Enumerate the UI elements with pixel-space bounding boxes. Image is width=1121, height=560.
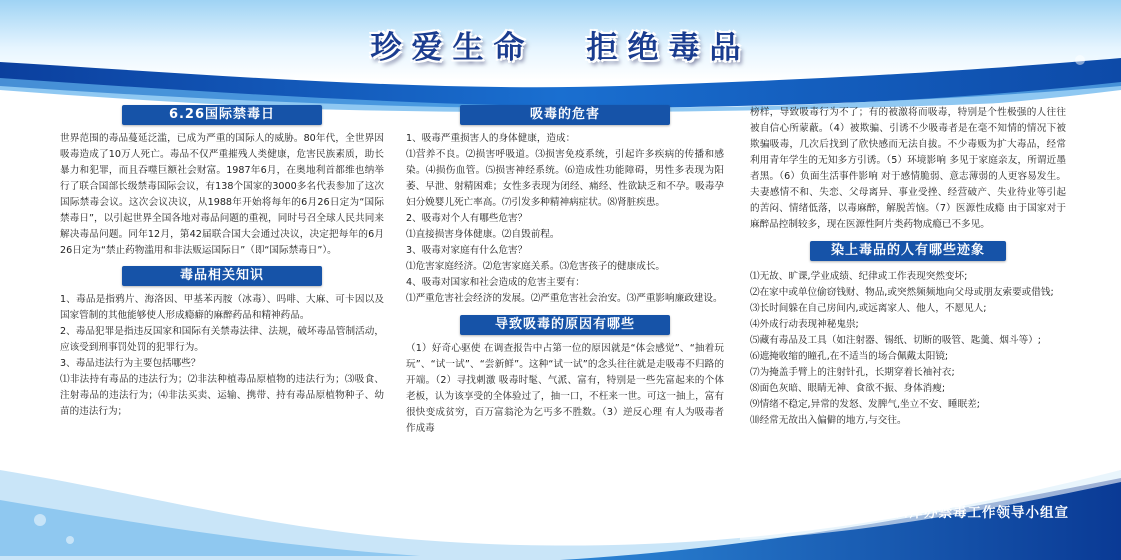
title-left: 珍爱生命: [370, 30, 535, 66]
harm-item: ⑴直接损害身体健康。⑵自毁前程。: [406, 229, 560, 240]
harm-item: ⑴危害家庭经济。⑵危害家庭关系。⑶危害孩子的健康成长。: [406, 261, 666, 272]
knowledge-item: ⑴非法持有毒品的违法行为；⑵非法种植毒品原植物的违法行为；⑶吸食、注射毒品的违法行为；⑷非法买卖、运输、携带、持有毒品原植物种子、幼苗的违法行为；: [60, 374, 384, 417]
section-heading-drug-knowledge: 毒品相关知识: [122, 266, 322, 286]
drug-day-paragraph: 世界范围的毒品蔓延泛滥，已成为严重的国际人的威胁。80年代，全世界因吸毒造成了10万人死亡。毒品不仅严重摧残人类健康，危害民族素质，助长暴力和犯罪，而且吞噬巨额社会财富。1987年6月，在奥地利首都维也纳举行了联合国部长级禁毒国际会议，有138个国家的3000多名代表参加了这次国际禁毒会议。这次会议决议，从1988年开始将每年的6月26日定为“国际禁毒日”，以引起世界全国各地对毒品问题的重视，同时号召全球人民共同来解决毒品问题。同年12月，第42届联合国大会通过决议，决定把每年的6月26日定为“禁止药物滥用和非法贩运国际日”（即“国际禁毒日”）。: [60, 133, 384, 256]
harm-item: 4、吸毒对国家和社会造成的危害主要有：: [406, 277, 585, 288]
harm-item: 1、吸毒严重损害人的身体健康，造成：: [406, 133, 576, 144]
footer-organization: 岳阳市政府口岸办禁毒工作领导小组宣: [822, 505, 1069, 521]
harm-item: 2、吸毒对个人有哪些危害？: [406, 213, 528, 224]
section-heading-causes: 导致吸毒的原因有哪些: [460, 315, 670, 335]
causes-paragraph: （1）好奇心驱使 在调查报告中占第一位的原因就是“体会感觉”、“抽着玩玩”、“试一试”、“尝新鲜”。这种“试一试”的念头往往就是走吸毒不归路的开端。（2）寻找刺激 吸毒时髦、气派、富有，特别是一些先富起来的个体老板，认为该享受的全体验过了，抽一口，不枉来一世。可这一抽上，富有很快变成贫穷，百万富翁沦为乞丐多不胜数。（3）逆反心理 有人为吸毒者作成毒: [406, 343, 724, 434]
harm-item: ⑴严重危害社会经济的发展。⑵严重危害社会治安。⑶严重影响廉政建设。: [406, 293, 723, 304]
causes-continued-paragraph: 榜样，导致吸毒行为不了；有的被激将而吸毒，特别是个性极强的人往往被自信心所蒙蔽。（4）被欺骗、引诱不少吸毒者是在毫不知情的情况下被欺骗吸毒，几次后找到了欣快感而无法自拔。不少毒贩为扩大毒品，经常利用青年学生的无知多方引诱。（5）环境影响 多见于家庭亲友，所谓近墨者黑。（6）负面生活事件影响 对于感情脆弱、意志薄弱的人更容易发生。夫妻感情不和、失恋、父母离异、事业受挫、经营破产、失业待业等引起的苦闷、情绪低落，以毒麻醉，解脱苦恼。（7）医源性成瘾 由于国家对于麻醉品控制较多，现在医源性阿片类药物成瘾已不多见。: [750, 107, 1066, 230]
poster-title: [0, 22, 1121, 67]
section-heading-drug-day: 6.26国际禁毒日: [122, 105, 322, 125]
sign-item: ⑷外成行动表现神秘鬼祟;: [750, 319, 859, 330]
knowledge-item: 3、毒品违法行为主要包括哪些？: [60, 358, 201, 369]
sign-item: ⑻面色灰暗、眼睛无神、食欲不振、身体消瘦;: [750, 383, 946, 394]
sign-item: ⑹遮掩收缩的瞳孔,在不适当的场合佩戴太阳镜;: [750, 351, 949, 362]
title-right: 拒绝毒品: [586, 30, 751, 66]
column-right: [750, 105, 1066, 429]
sign-item: ⑵在家中或单位偷窃钱财、物品,或突然频频地向父母或朋友索要或借钱;: [750, 287, 1054, 298]
sign-item: ⑸藏有毒品及工具（如注射器、锡纸、切断的吸管、匙羹、烟斗等）;: [750, 335, 1042, 346]
knowledge-item: 2、毒品犯罪是指违反国家和国际有关禁毒法律、法规，破坏毒品管制活动，应该受到刑事罚处罚的犯罪行为。: [60, 326, 384, 353]
sign-item: ⑽经常无故出入偏僻的地方,与交往。: [750, 415, 907, 426]
section-heading-signs: 染上毒品的人有哪些迹象: [810, 241, 1006, 261]
sign-item: ⑺为掩盖手臂上的注射针孔，长期穿着长袖衬衣;: [750, 367, 955, 378]
section-heading-harm: 吸毒的危害: [460, 105, 670, 125]
sign-item: ⑴无故、旷课,学业成绩、纪律或工作表现突然变坏;: [750, 271, 968, 282]
column-left: [60, 105, 384, 420]
column-middle: [406, 105, 724, 437]
sign-item: ⑶长时间躲在自己房间内,或远离家人、他人，不愿见人;: [750, 303, 987, 314]
sign-item: ⑼情绪不稳定,异常的发怒、发脾气,坐立不安、睡眠差;: [750, 399, 980, 410]
harm-item: ⑴营养不良。⑵损害呼吸道。⑶损害免疫系统，引起许多疾病的传播和感染。⑷损伤血管。⑸损害神经系统。⑹造成性功能障碍，男性多表现为阳萎、早泄、射精困难；女性多表现为闭经、痛经、性欲缺乏和不孕。吸毒孕妇分娩婴儿死亡率高。⑺引发多种精神病症状。⑻肾脏疾患。: [406, 149, 724, 208]
harm-item: 3、吸毒对家庭有什么危害？: [406, 245, 528, 256]
knowledge-item: 1、毒品是指鸦片、海洛因、甲基苯丙胺（冰毒）、吗啡、大麻、可卡因以及国家管制的其他能够使人形成瘾癖的麻醉药品和精神药品。: [60, 294, 384, 321]
